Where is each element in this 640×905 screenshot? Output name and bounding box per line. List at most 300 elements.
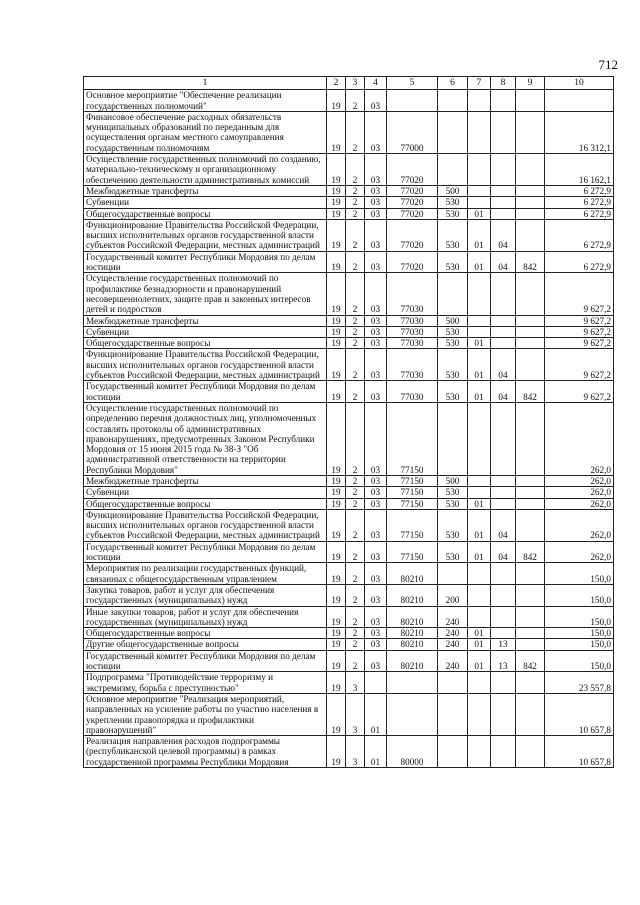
code-cell: 77030 [387,273,438,315]
code-cell: 19 [327,650,346,672]
row-name-cell: Государственный комитет Республики Мордовия по делам юстиции [84,650,327,672]
code-cell: 19 [327,487,346,498]
code-cell: 19 [327,273,346,315]
code-cell [468,584,491,606]
code-cell [491,326,516,337]
code-cell: 80210 [387,584,438,606]
code-cell [491,693,516,735]
row-name-cell: Государственный комитет Республики Мордовия по делам юстиции [84,251,327,273]
table-row [84,628,614,639]
table-row [84,208,614,219]
table-row [84,111,614,153]
amount-cell: 16 312,1 [545,111,614,153]
code-cell: 04 [491,219,516,251]
code-cell: 500 [438,185,468,196]
code-cell: 77030 [387,349,438,381]
code-cell: 77030 [387,338,438,349]
code-cell: 2 [346,563,365,585]
code-cell: 04 [491,509,516,541]
code-cell: 19 [327,90,346,112]
code-cell: 03 [365,338,387,349]
code-cell: 240 [438,606,468,628]
code-cell: 2 [346,650,365,672]
code-cell: 13 [491,650,516,672]
code-cell: 530 [438,338,468,349]
amount-cell: 23 557,8 [545,672,614,694]
row-name-cell: Общегосударственные вопросы [84,338,327,349]
amount-cell: 262,0 [545,498,614,509]
code-cell: 240 [438,639,468,650]
code-cell: 2 [346,606,365,628]
column-header: 5 [387,77,438,90]
code-cell: 03 [365,315,387,326]
code-cell: 19 [327,326,346,337]
code-cell: 80000 [387,736,438,768]
code-cell: 01 [365,693,387,735]
code-cell: 80210 [387,628,438,639]
code-cell [516,563,545,585]
code-cell: 77020 [387,251,438,273]
code-cell [491,273,516,315]
table-row [84,606,614,628]
code-cell: 04 [491,251,516,273]
code-cell: 2 [346,349,365,381]
code-cell [491,475,516,486]
code-cell [468,315,491,326]
amount-cell: 9 627,2 [545,338,614,349]
code-cell: 2 [346,338,365,349]
code-cell [438,273,468,315]
code-cell [468,736,491,768]
code-cell: 01 [468,628,491,639]
code-cell: 530 [438,498,468,509]
row-name-cell: Функционирование Правительства Российской Федерации, высших исполнительных органов государственной власти субъектов Российской Федерации, местных администраций [84,219,327,251]
column-header: 8 [491,77,516,90]
code-cell [468,273,491,315]
code-cell: 19 [327,185,346,196]
row-name-cell: Осуществление государственных полномочий по профилактике безнадзорности и правонарушений несовершеннолетних, защите прав и законных интересов детей и подростков [84,273,327,315]
code-cell: 03 [365,650,387,672]
code-cell [491,90,516,112]
row-name-cell: Государственный комитет Республики Мордовия по делам юстиции [84,541,327,563]
code-cell [516,672,545,694]
amount-cell: 262,0 [545,541,614,563]
amount-cell: 262,0 [545,487,614,498]
code-cell: 01 [468,251,491,273]
code-cell: 03 [365,251,387,273]
table-row [84,584,614,606]
code-cell: 77150 [387,402,438,475]
code-cell: 2 [346,315,365,326]
code-cell: 530 [438,509,468,541]
code-cell [516,273,545,315]
code-cell: 2 [346,628,365,639]
column-header: 10 [545,77,614,90]
code-cell [516,219,545,251]
code-cell [516,349,545,381]
code-cell: 80210 [387,606,438,628]
table-row [84,154,614,186]
code-cell [516,487,545,498]
row-name-cell: Межбюджетные трансферты [84,315,327,326]
code-cell: 2 [346,197,365,208]
row-name-cell: Субвенции [84,197,327,208]
code-cell [491,736,516,768]
code-cell: 19 [327,154,346,186]
code-cell: 01 [468,509,491,541]
code-cell: 19 [327,639,346,650]
amount-cell: 10 657,8 [545,693,614,735]
code-cell [491,402,516,475]
amount-cell: 9 627,2 [545,326,614,337]
table-row [84,736,614,768]
code-cell: 03 [365,208,387,219]
code-cell: 2 [346,273,365,315]
code-cell: 77020 [387,185,438,196]
code-cell [468,185,491,196]
code-cell [516,208,545,219]
code-cell [491,606,516,628]
code-cell: 19 [327,498,346,509]
code-cell: 500 [438,475,468,486]
table-body [84,90,614,768]
code-cell [468,563,491,585]
row-name-cell: Осуществление государственных полномочий по определению перечня должностных лиц, уполномоченных составлять протоколы об административных правонарушениях, предусмотренных Законом Республики Мордовия от 15 июня 2015 года № 38-З "Об административной ответственности на территории Республики Мордовия" [84,402,327,475]
page-number: 712 [598,57,618,72]
code-cell: 842 [516,251,545,273]
amount-cell: 150,0 [545,584,614,606]
code-cell: 2 [346,185,365,196]
table-row [84,693,614,735]
amount-cell: 6 272,9 [545,251,614,273]
table-row [84,185,614,196]
code-cell: 77150 [387,509,438,541]
code-cell [516,639,545,650]
code-cell [438,693,468,735]
column-header: 6 [438,77,468,90]
code-cell: 03 [365,349,387,381]
code-cell [387,90,438,112]
code-cell [491,185,516,196]
code-cell: 19 [327,693,346,735]
table-row [84,650,614,672]
code-cell: 03 [365,326,387,337]
row-name-cell: Иные закупки товаров, работ и услуг для обеспечения государственных (муниципальных) нужд [84,606,327,628]
code-cell: 77030 [387,326,438,337]
row-name-cell: Государственный комитет Республики Мордовия по делам юстиции [84,381,327,403]
amount-cell: 9 627,2 [545,315,614,326]
code-cell [516,475,545,486]
code-cell: 2 [346,639,365,650]
code-cell [516,111,545,153]
code-cell: 2 [346,381,365,403]
table-row [84,273,614,315]
code-cell [365,672,387,694]
code-cell: 2 [346,111,365,153]
row-name-cell: Основное мероприятие "Реализация мероприятий, направленных на усиление работы по участию населения в укреплении правопорядка и профилактики правонарушений" [84,693,327,735]
code-cell [491,498,516,509]
code-cell [468,475,491,486]
code-cell: 01 [365,736,387,768]
amount-cell: 262,0 [545,402,614,475]
amount-cell [545,90,614,112]
code-cell: 03 [365,197,387,208]
code-cell [491,487,516,498]
code-cell: 530 [438,219,468,251]
code-cell: 530 [438,487,468,498]
amount-cell: 6 272,9 [545,219,614,251]
code-cell: 04 [491,349,516,381]
code-cell: 01 [468,208,491,219]
code-cell: 842 [516,541,545,563]
row-name-cell: Функционирование Правительства Российской Федерации, высших исполнительных органов государственной власти субъектов Российской Федерации, местных администраций [84,349,327,381]
row-name-cell: Подпрограмма "Противодействие терроризму и экстремизму, борьба с преступностью" [84,672,327,694]
code-cell: 19 [327,111,346,153]
code-cell: 19 [327,628,346,639]
code-cell: 19 [327,251,346,273]
code-cell [516,154,545,186]
code-cell [468,606,491,628]
code-cell: 01 [468,338,491,349]
table-row [84,315,614,326]
code-cell: 19 [327,736,346,768]
code-cell: 03 [365,584,387,606]
code-cell: 13 [491,639,516,650]
row-name-cell: Функционирование Правительства Российской Федерации, высших исполнительных органов государственной власти субъектов Российской Федерации, местных администраций [84,509,327,541]
code-cell: 01 [468,219,491,251]
table-row [84,251,614,273]
code-cell [491,208,516,219]
code-cell: 19 [327,475,346,486]
code-cell: 77000 [387,111,438,153]
row-name-cell: Реализация направления расходов подпрограммы (республиканской целевой программы) в рамках государственной программы Республики Мордовия [84,736,327,768]
table-row [84,475,614,486]
code-cell: 2 [346,487,365,498]
code-cell: 04 [491,541,516,563]
budget-table [83,76,614,768]
code-cell [468,487,491,498]
code-cell [516,736,545,768]
code-cell: 842 [516,650,545,672]
code-cell: 03 [365,273,387,315]
code-cell: 03 [365,111,387,153]
code-cell: 03 [365,563,387,585]
code-cell [438,736,468,768]
code-cell [516,326,545,337]
code-cell [516,315,545,326]
code-cell: 80210 [387,650,438,672]
code-cell [516,584,545,606]
code-cell: 01 [468,349,491,381]
code-cell: 2 [346,475,365,486]
code-cell: 77030 [387,315,438,326]
code-cell: 03 [365,475,387,486]
amount-cell: 16 162,1 [545,154,614,186]
amount-cell: 6 272,9 [545,185,614,196]
code-cell: 03 [365,487,387,498]
table-row [84,498,614,509]
column-header: 7 [468,77,491,90]
column-header: 3 [346,77,365,90]
code-cell: 03 [365,498,387,509]
code-cell [516,402,545,475]
code-cell [387,693,438,735]
code-cell: 2 [346,584,365,606]
code-cell: 19 [327,584,346,606]
code-cell: 03 [365,639,387,650]
table-row [84,672,614,694]
column-header: 2 [327,77,346,90]
code-cell: 03 [365,402,387,475]
code-cell: 19 [327,315,346,326]
code-cell: 2 [346,90,365,112]
code-cell [516,693,545,735]
code-cell: 2 [346,541,365,563]
table-header-row [84,77,614,90]
row-name-cell: Закупка товаров, работ и услуг для обеспечения государственных (муниципальных) нужд [84,584,327,606]
column-header: 1 [84,77,327,90]
row-name-cell: Субвенции [84,487,327,498]
code-cell: 80210 [387,639,438,650]
table-row [84,487,614,498]
table-row [84,349,614,381]
amount-cell: 9 627,2 [545,381,614,403]
row-name-cell: Осуществление государственных полномочий по созданию, материально-техническому и организационному обеспечению деятельности административных комиссий [84,154,327,186]
row-name-cell: Финансовое обеспечение расходных обязательств муниципальных образований по переданным для осуществления органам местного самоуправления государственным полномочиям [84,111,327,153]
code-cell: 01 [468,639,491,650]
row-name-cell: Межбюджетные трансферты [84,475,327,486]
amount-cell: 150,0 [545,628,614,639]
code-cell: 01 [468,381,491,403]
code-cell [516,606,545,628]
code-cell: 77150 [387,541,438,563]
code-cell [468,197,491,208]
table-row [84,326,614,337]
amount-cell: 6 272,9 [545,197,614,208]
code-cell: 77150 [387,498,438,509]
code-cell: 04 [491,381,516,403]
code-cell: 01 [468,498,491,509]
amount-cell: 150,0 [545,650,614,672]
table-row [84,90,614,112]
code-cell [491,628,516,639]
code-cell: 842 [516,381,545,403]
row-name-cell: Другие общегосударственные вопросы [84,639,327,650]
code-cell: 03 [365,509,387,541]
code-cell [516,90,545,112]
code-cell: 2 [346,154,365,186]
row-name-cell: Общегосударственные вопросы [84,208,327,219]
table-row [84,509,614,541]
code-cell: 03 [365,606,387,628]
code-cell [438,111,468,153]
table-row [84,197,614,208]
amount-cell: 150,0 [545,563,614,585]
code-cell: 77020 [387,208,438,219]
amount-cell: 6 272,9 [545,208,614,219]
code-cell [491,111,516,153]
code-cell: 03 [365,154,387,186]
code-cell: 80210 [387,563,438,585]
code-cell [491,563,516,585]
column-header: 9 [516,77,545,90]
table-row [84,541,614,563]
code-cell: 19 [327,606,346,628]
code-cell: 77020 [387,154,438,186]
row-name-cell: Общегосударственные вопросы [84,498,327,509]
code-cell [468,402,491,475]
code-cell [468,154,491,186]
table-row [84,381,614,403]
row-name-cell: Основное мероприятие "Обеспечение реализации государственных полномочий" [84,90,327,112]
code-cell [468,111,491,153]
code-cell [438,154,468,186]
code-cell: 19 [327,208,346,219]
code-cell [491,315,516,326]
code-cell [468,693,491,735]
code-cell: 77020 [387,197,438,208]
code-cell: 19 [327,338,346,349]
code-cell: 19 [327,381,346,403]
code-cell [516,628,545,639]
row-name-cell: Субвенции [84,326,327,337]
code-cell [516,185,545,196]
column-header: 4 [365,77,387,90]
code-cell [438,672,468,694]
code-cell: 530 [438,197,468,208]
code-cell [491,584,516,606]
code-cell: 19 [327,541,346,563]
code-cell [516,338,545,349]
code-cell: 2 [346,509,365,541]
code-cell: 3 [346,672,365,694]
code-cell: 03 [365,541,387,563]
code-cell: 77150 [387,487,438,498]
code-cell: 03 [365,628,387,639]
code-cell: 530 [438,326,468,337]
code-cell: 530 [438,208,468,219]
code-cell [491,154,516,186]
code-cell: 3 [346,693,365,735]
table-row [84,219,614,251]
code-cell: 530 [438,349,468,381]
code-cell [468,326,491,337]
code-cell: 200 [438,584,468,606]
code-cell: 530 [438,251,468,273]
code-cell [468,672,491,694]
row-name-cell: Мероприятия по реализации государственных функций, связанных с общегосударственным управлением [84,563,327,585]
code-cell: 2 [346,326,365,337]
amount-cell: 9 627,2 [545,273,614,315]
code-cell: 530 [438,541,468,563]
code-cell [387,672,438,694]
code-cell: 2 [346,208,365,219]
code-cell [438,402,468,475]
amount-cell: 10 657,8 [545,736,614,768]
code-cell: 240 [438,628,468,639]
code-cell [438,563,468,585]
table-row [84,563,614,585]
code-cell: 03 [365,90,387,112]
code-cell [491,672,516,694]
code-cell: 19 [327,219,346,251]
code-cell: 19 [327,402,346,475]
amount-cell: 150,0 [545,606,614,628]
code-cell: 19 [327,509,346,541]
code-cell: 3 [346,736,365,768]
code-cell [491,197,516,208]
amount-cell: 9 627,2 [545,349,614,381]
